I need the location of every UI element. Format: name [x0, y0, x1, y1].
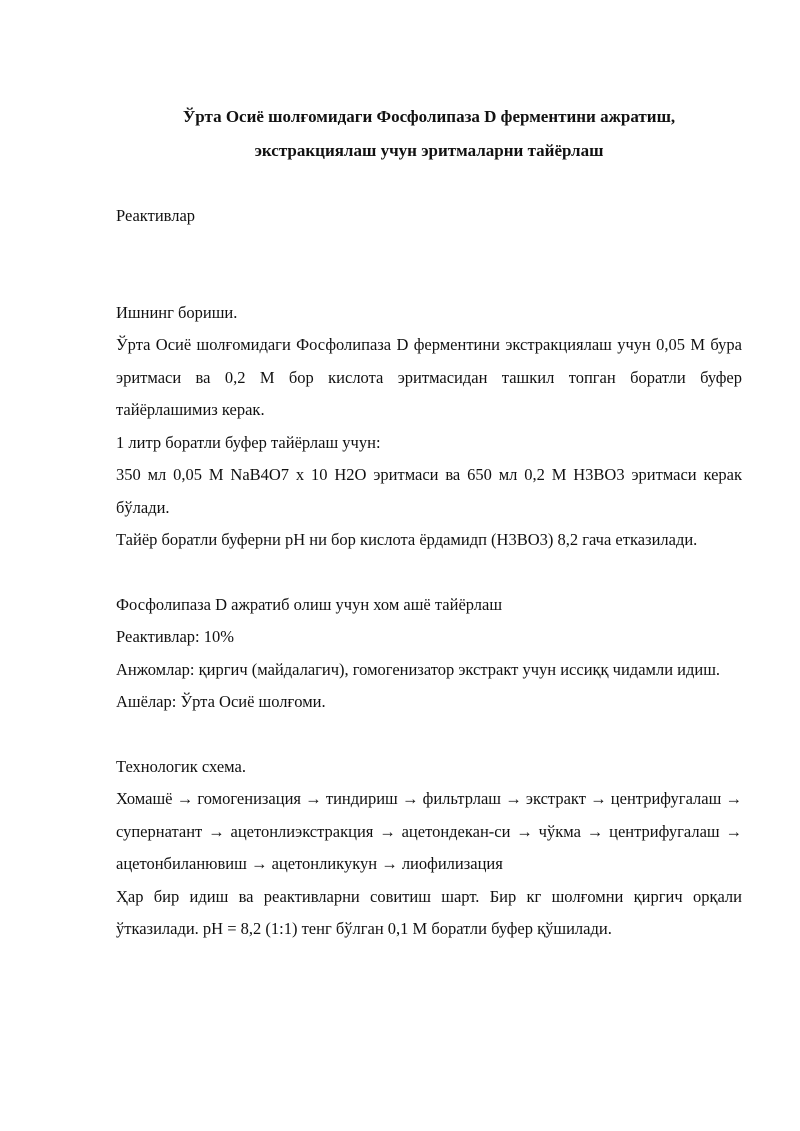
raw-equipment: Анжомлар: қиргич (майдалагич), гомогенизатор экстракт учун иссиққ чидамли идиш.	[116, 659, 721, 679]
procedure-heading: Ишнинг бориши.	[116, 302, 238, 322]
document-title	[116, 100, 742, 168]
blank-space	[116, 719, 742, 751]
document-page	[116, 100, 742, 946]
procedure-paragraph-3: 350 мл 0,05 М NaB4O7 x 10 H2O эритмаси ва 650 мл 0,2 М H3BO3 эритмаси керак бўлади.	[116, 465, 742, 517]
blank-space	[116, 557, 742, 589]
procedure-paragraph-4: Тайёр боратли буферни pH ни бор кислота ёрдамидп (H3BO3) 8,2 гача етказилади.	[116, 530, 698, 549]
blank-space	[116, 233, 742, 297]
procedure-paragraph-2: 1 литр боратли буфер тайёрлаш учун:	[116, 432, 381, 452]
final-paragraph: Ҳар бир идиш ва реактивларни совитиш шарт. Бир кг шолғомни қиргич орқали ўтказилади. pH = 8,2 (1:1) тенг бўлган 0,1 М боратли буфер қўшилади.	[116, 886, 742, 938]
raw-material-heading: Фосфолипаза D ажратиб олиш учун хом ашё тайёрлаш	[116, 594, 503, 614]
title-line-2: экстракциялаш учун эритмаларни тайёрлаш	[254, 141, 604, 160]
raw-reagents: Реактивлар: 10%	[116, 627, 234, 646]
scheme-text: Хомашё → гомогенизация → тиндириш → фильтрлаш → экстракт → центрифугалаш → супернатант → ацетонлиэкстракция → ацетондекан-си → чўкма → центрифугалаш → ацетонбиланювиш → ацетонликукун → лиофилизация	[116, 789, 742, 873]
scheme-heading: Технологик схема.	[116, 756, 246, 776]
title-line-1: Ўрта Осиё шолғомидаги Фосфолипаза D ферментини ажратиш,	[182, 107, 676, 126]
procedure-paragraph-1: Ўрта Осиё шолғомидаги Фосфолипаза D ферментини экстракциялаш учун 0,05 М бура эритмаси ва 0,2 М бор кислота эритмасидан ташкил топган боратли буфер тайёрлашимиз керак.	[116, 335, 742, 419]
raw-materials: Ашёлар: Ўрта Осиё шолғоми.	[116, 692, 326, 711]
reagents-heading: Реактивлар	[116, 206, 196, 225]
